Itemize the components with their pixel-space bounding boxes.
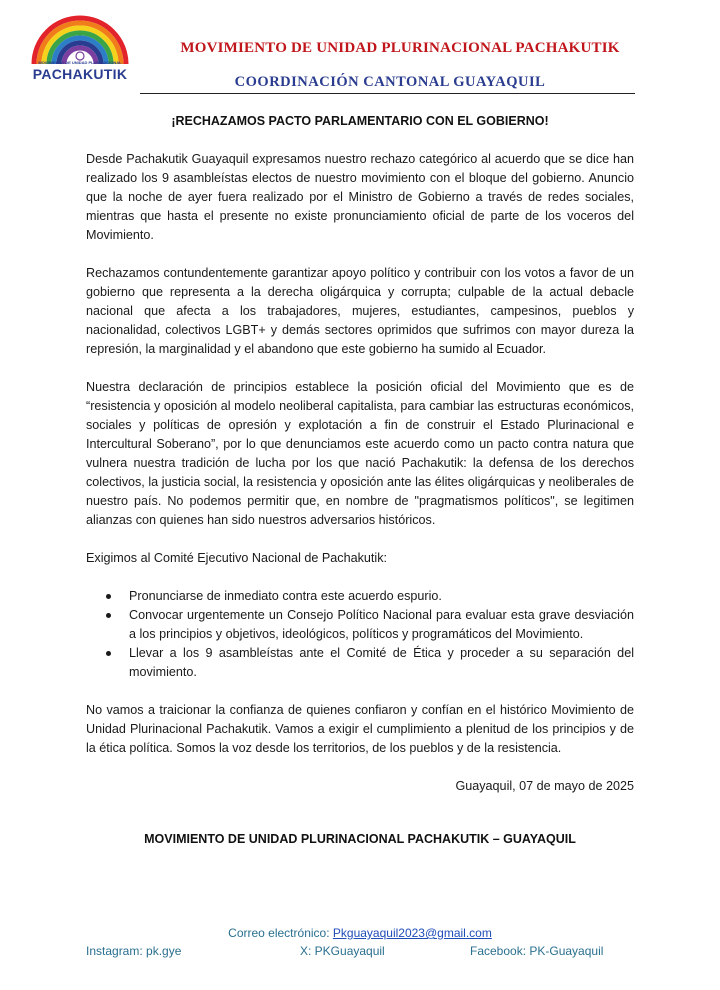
email-line: [0, 926, 720, 940]
header-divider: [140, 93, 635, 94]
email-link[interactable]: Pkguayaquil2023@gmail.com: [332, 926, 492, 940]
bullet-icon: [106, 651, 111, 656]
x-handle: X: PKGuayaquil: [300, 944, 385, 958]
list-item: [86, 606, 634, 644]
logo-wordmark: PACHAKUTIK: [32, 66, 128, 82]
paragraph: Nuestra declaración de principios establece la posición oficial del Movimiento que es de “resistencia y oposición al modelo neoliberal capitalista, para cambiar las estructuras económicos, sociales y políticas de opresión y explotación a fin de construir el Estado Plurinacional e Intercultural Soberano”, por lo que denunciamos este acuerdo como un pacto contra natura que vulnera nuestra tradición de lucha por los que nació Pachakutik: la defensa de los derechos colectivos, la justicia social, la resistencia y oposición ante las élites oligárquicas y neoliberales de nuestro país. No podemos permitir que, en nombre de "pragmatismos políticos", se legitimen alianzas con quienes han sido nuestros adversarios históricos.: [86, 380, 634, 527]
list-item-text: Pronunciarse de inmediato contra este acuerdo espurio.: [129, 589, 442, 603]
signature-line: MOVIMIENTO DE UNIDAD PLURINACIONAL PACHAKUTIK – GUAYAQUIL: [144, 832, 576, 846]
list-item-text: Convocar urgentemente un Consejo Político Nacional para evaluar esta grave desviación a los principios y objetivos, ideológicos, políticos y programáticos del Movimiento.: [129, 608, 634, 641]
facebook-handle: Facebook: PK-Guayaquil: [470, 944, 604, 958]
paragraph: Desde Pachakutik Guayaquil expresamos nuestro rechazo categórico al acuerdo que se dice han realizado los 9 asambleístas electos de nuestro movimiento con el bloque del gobierno. Anuncio que la noche de ayer fuera realizado por el Ministro de Gobierno a través de redes sociales, mientras que hasta el presente no existe pronunciamiento oficial de parte de los voceros del Movimiento.: [86, 152, 634, 242]
document-title: ¡RECHAZAMOS PACTO PARLAMENTARIO CON EL GOBIERNO!: [171, 114, 549, 128]
bullet-icon: [106, 594, 111, 599]
closing-paragraph: No vamos a traicionar la confianza de quienes confiaron y confían en el histórico Movimiento de Unidad Plurinacional Pachakutik. Vamos a exigir el cumplimiento a plenitud de los principios y de la ética política. Somos la voz desde los territorios, de los pueblos y de la resistencia.: [86, 703, 634, 755]
email-label: Correo electrónico:: [228, 926, 330, 940]
logo-small-text: MOVIMIENTO DE UNIDAD PLURINACIONAL: [38, 60, 122, 65]
list-item-text: Llevar a los 9 asambleístas ante el Comité de Ética y proceder a su separación del movimiento.: [129, 646, 634, 679]
paragraph: Rechazamos contundentemente garantizar apoyo político y contribuir con los votos a favor de un gobierno que representa a la derecha oligárquica y corrupta; culpable de la actual debacle nacional que afecta a los trabajadores, mujeres, estudiantes, campesinos, pueblos y nacionalidad, colectivos LGBT+ y demás sectores oprimidos que sufrimos con mayor dureza la represión, la marginalidad y el abandono que este gobierno ha sumido al Ecuador.: [86, 266, 634, 356]
date-line: Guayaquil, 07 de mayo de 2025: [455, 779, 634, 793]
header-subtitle: COORDINACIÓN CANTONAL GUAYAQUIL: [234, 74, 546, 90]
list-item: [86, 587, 634, 606]
document-body: [86, 150, 634, 849]
instagram-handle: Instagram: pk.gye: [86, 944, 182, 958]
list-item: [86, 644, 634, 682]
header-title: MOVIMIENTO DE UNIDAD PLURINACIONAL PACHAKUTIK: [180, 40, 620, 56]
bullet-icon: [106, 613, 111, 618]
paragraph: Exigimos al Comité Ejecutivo Nacional de Pachakutik:: [86, 551, 387, 565]
demands-list: [86, 587, 634, 682]
pachakutik-logo: [26, 10, 134, 92]
